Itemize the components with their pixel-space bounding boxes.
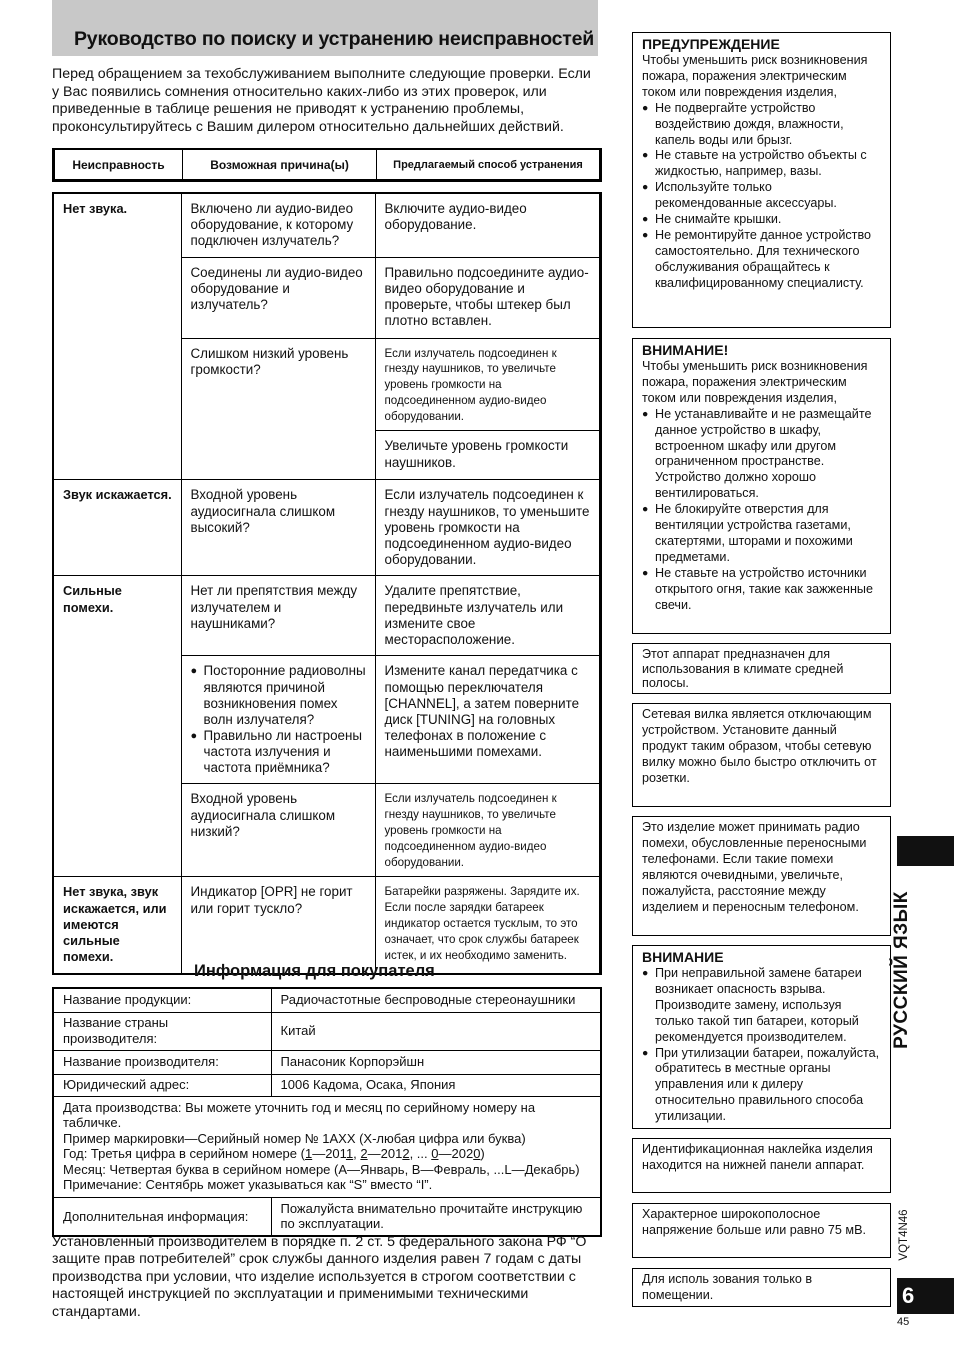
battery-list <box>642 966 882 1125</box>
solution-cell: Если излучатель подсоединен к гнезду наушников, то уменьшите уровень громкости на подсоединенном аудио-видео оборудовании. <box>375 480 601 576</box>
document-code-text: VQT4N46 <box>898 1209 910 1261</box>
info-label: Название продукции: <box>53 988 271 1012</box>
problem-cell: Звук искажается. <box>53 480 181 576</box>
list-item: ● Не снимайте крышки. <box>642 212 882 228</box>
list-item: ● Не подвергайте устройство воздействию дождя, влажности, капель воды или брызг. <box>642 101 882 149</box>
caution-box <box>632 338 891 634</box>
cause-cell <box>181 656 375 784</box>
trouble-table <box>52 192 602 975</box>
climate-text: Этот аппарат предназначен для использования в климате средней полосы. <box>642 647 844 691</box>
table-row <box>53 1050 601 1074</box>
list-item: ● При утилизации батареи, пожалуйста, обратитесь в местные органы управления или к дилеру относительно правильного способа утилизации. <box>642 1046 882 1126</box>
battery-caution-box <box>632 945 891 1129</box>
title-band <box>52 0 598 56</box>
info-label: Название страны производителя: <box>53 1012 271 1050</box>
trouble-table-header <box>52 148 602 182</box>
info-label: Юридический адрес: <box>53 1074 271 1096</box>
radio-interference-box <box>632 816 891 936</box>
column-header-solution: Предлагаемый способ устранения <box>393 158 583 171</box>
radio-text: Это изделие может принимать радио помехи, обусловленные переносными телефонами. Если такие помехи являются очевидными, увеличьте, пожалуйста, расстояние между изделием и переносным телефоном. <box>642 820 867 914</box>
info-label: Название производителя: <box>53 1050 271 1074</box>
problem-cell: Нет звука. <box>53 193 181 480</box>
table-row <box>53 1198 601 1236</box>
plug-text: Сетевая вилка является отключающим устройством. Установите данный продукт таким образом, чтобы сетевую вилку можно было быстро отключить от розетки. <box>642 707 877 785</box>
list-item: ● Не ставьте на устройство объекты с жидкостью, например, вазы. <box>642 148 882 180</box>
plug-box <box>632 703 891 807</box>
document-code <box>884 1200 924 1270</box>
solution-cell: Правильно подсоедините аудио-видео оборудование и проверьте, чтобы штекер был плотно вставлен. <box>375 257 601 338</box>
list-item: ● Используйте только рекомендованные аксессуары. <box>642 180 882 212</box>
language-label: РУССКИЙ ЯЗЫК <box>891 891 912 1049</box>
cause-cell: Нет ли препятствия между излучателем и наушниками? <box>181 576 375 656</box>
cause-cell: Входной уровень аудиосигнала слишком высокий? <box>181 480 375 576</box>
cause-cell: Соединены ли аудио-видео оборудование и излучатель? <box>181 257 375 338</box>
battery-title: ВНИМАНИЕ <box>642 949 724 965</box>
date-line: Дата производства: Вы можете уточнить год и месяц по серийному номеру на табличке. <box>63 1099 536 1131</box>
language-tab <box>872 890 932 1050</box>
footer-text: Установленный производителем в порядке п. 2 ст. 5 федерального закона РФ “О защите прав потребителей” срок службы данного изделия равен 7 годам с даты производства при условии, что изделие используется в строгом соответствии с настоящей инструкцией по эксплуатации и применимыми техническими стандартами. <box>52 1234 587 1320</box>
page-title: Руководство по поиску и устранению неисправностей <box>74 28 595 50</box>
climate-box <box>632 643 891 694</box>
date-line-year: Год: Третья цифра в серийном номере (1—2011, 2—2012, ... 0—2020) <box>63 1146 485 1162</box>
list-item: ● Не ставьте на устройство источники открытого огня, такие как зажженные свечи. <box>642 566 882 614</box>
warning-box <box>632 32 891 328</box>
problem-cell: Сильные помехи. <box>53 576 181 877</box>
warning-title: ПРЕДУПРЕЖДЕНИЕ <box>642 36 780 52</box>
table-row <box>53 576 601 656</box>
intro-text: Перед обращением за техобслуживанием выполните следующие проверки. Если у Вас появились сомнения относительно каких-либо из этих проверок, или приведенные в таблице решения не приводят к устранению проблемы, проконсультируйтесь с Вашим дилером относительно дальнейших действий. <box>52 66 591 135</box>
list-item: ● Не ремонтируйте данное устройство самостоятельно. Для технического обслуживания обращайтесь к квалифицированному специалисту. <box>642 228 882 292</box>
info-value: Панасоник Корпорэйшн <box>271 1050 601 1074</box>
info-label: Дополнительная информация: <box>53 1198 271 1236</box>
solution-cell: Если излучатель подсоединен к гнезду наушников, то увеличьте уровень громкости на подсоединенном аудио-видео оборудовании. <box>375 338 601 431</box>
cause-cell: Слишком низкий уровень громкости? <box>181 338 375 480</box>
solution-cell: Измените канал передатчика с помощью переключателя [CHANNEL], а затем поверните диск [TUNING] на головных телефонах в положение с наименьшими помехами. <box>375 656 601 784</box>
label-text: Идентификационная наклейка изделия находится на нижней панели аппарат. <box>642 1142 873 1172</box>
indoor-text: Для исполь зования только в помещении. <box>642 1272 813 1302</box>
page-number: 6 <box>897 1278 954 1314</box>
solution-cell: Включите аудио-видео оборудование. <box>375 193 601 257</box>
column-header-cause: Возможная причина(ы) <box>183 150 377 179</box>
caution-title: ВНИМАНИЕ! <box>642 342 729 358</box>
warning-text: Чтобы уменьшить риск возникновения пожара, поражения электрическим током или повреждения изделия, <box>642 53 868 99</box>
indoor-box <box>632 1268 891 1307</box>
info-value: Пожалуйста внимательно прочитайте инструкцию по эксплуатации. <box>271 1198 601 1236</box>
solution-cell: Батарейки разряжены. Зарядите их. Если после зарядки батареек индикатор остается тусклым, то это означает, что срок службы батареек истек, и их необходимо заменить. <box>375 877 601 974</box>
production-date-cell <box>53 1096 601 1198</box>
table-row <box>53 988 601 1012</box>
label-location-box <box>632 1138 891 1193</box>
list-item: ● Не блокируйте отверстия для вентиляции устройства газетами, скатертями, шторами и похожими предметами. <box>642 502 882 566</box>
info-value: 1006 Кадома, Осака, Япония <box>271 1074 601 1096</box>
problem-cell: Нет звука, звук искажается, или имеются сильные помехи. <box>53 877 181 974</box>
table-row <box>53 1074 601 1096</box>
column-header-problem: Неисправность <box>55 150 183 179</box>
warning-list <box>642 101 882 292</box>
cause-cell: Входной уровень аудиосигнала слишком низкий? <box>181 784 375 877</box>
info-value: Радиочастотные беспроводные стереонаушники <box>271 988 601 1012</box>
date-line: Примечание: Сентябрь может указываться как “S” вместо “I”. <box>63 1177 433 1193</box>
info-title <box>52 962 602 981</box>
list-item: ● При неправильной замене батареи возникает опасность взрыва. Производите замену, используя только такой тип батареи, который рекомендуется производителем. <box>642 966 882 1046</box>
info-value: Китай <box>271 1012 601 1050</box>
list-item: ● Посторонние радиоволны являются причиной возникновения помех волн излучателя? <box>191 663 367 727</box>
caution-list <box>642 407 882 614</box>
table-row <box>53 877 601 974</box>
info-table <box>52 987 602 1237</box>
secondary-page-number: 45 <box>897 1316 910 1328</box>
date-line: Месяц: Четвертая буква в серийном номере (A—Январь, B—Февраль, ...L—Декабрь) <box>63 1161 580 1177</box>
voltage-text: Характерное широкополосное напряжение больше или равно 75 мВ. <box>642 1207 866 1237</box>
table-row <box>53 193 601 257</box>
table-row <box>53 1012 601 1050</box>
info-title-text: Информация для покупателя <box>194 962 435 980</box>
cause-cell: Индикатор [OPR] не горит или горит тускло? <box>181 877 375 974</box>
voltage-box <box>632 1203 891 1258</box>
cause-cell: Включено ли аудио-видео оборудование, к которому подключен излучатель? <box>181 193 375 257</box>
solution-cell: Если излучатель подсоединен к гнезду наушников, то увеличьте уровень громкости на подсоединенном аудио-видео оборудовании. <box>375 784 601 877</box>
table-row <box>53 1096 601 1198</box>
list-item: ● Не устанавливайте и не размещайте данное устройство в шкафу, встроенном шкафу или другом ограниченном пространстве. Устройство должно хорошо вентилироваться. <box>642 407 882 502</box>
cause-list <box>191 663 367 776</box>
solution-cell: Увеличьте уровень громкости наушников. <box>375 431 601 480</box>
solution-cell: Удалите препятствие, передвиньте излучатель или измените свое месторасположение. <box>375 576 601 656</box>
date-line: Пример маркировки—Серийный номер № 1AXX (X-любая цифра или буква) <box>63 1130 526 1146</box>
list-item: ● Правильно ли настроены частота излучения и частота приёмника? <box>191 728 367 776</box>
language-tab-marker <box>897 836 954 866</box>
caution-text: Чтобы уменьшить риск возникновения пожара, поражения электрическим током или повреждения изделия, <box>642 359 868 405</box>
table-row <box>53 480 601 576</box>
